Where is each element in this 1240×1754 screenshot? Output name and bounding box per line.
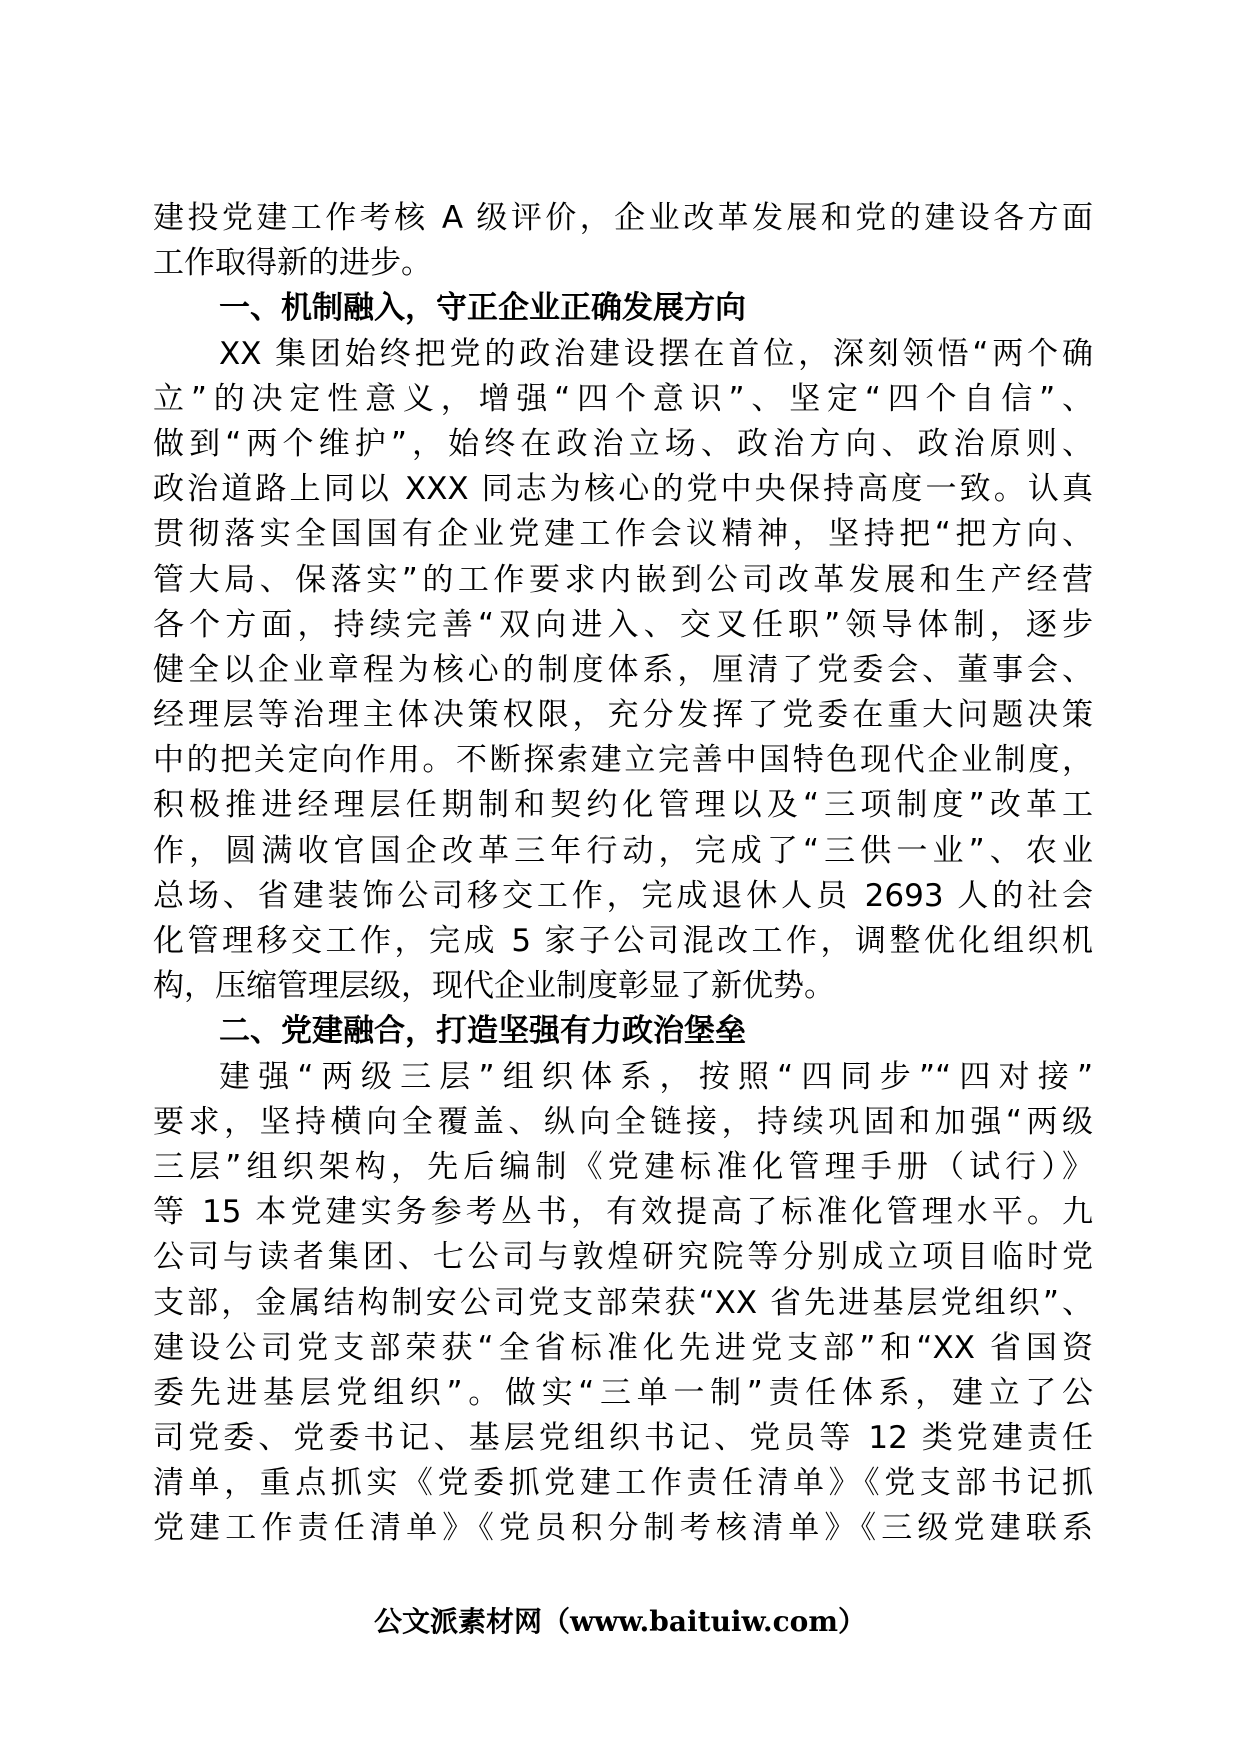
paragraph-first-line: 建强“两级三层”组织体系，按照“四同步”“四对接”: [219, 1058, 1093, 1095]
text-line: 管大局、保落实”的工作要求内嵌到公司改革发展和生产经营: [153, 561, 1093, 598]
text-line: 委先进基层党组织”。做实“三单一制”责任体系，建立了公: [153, 1374, 1093, 1411]
text-line: 各个方面，持续完善“双向进入、交叉任职”领导体制，逐步: [153, 606, 1093, 643]
text-line: 清单，重点抓实《党委抓党建工作责任清单》《党支部书记抓: [153, 1465, 1093, 1502]
text-line: 经理层等治理主体决策权限，充分发挥了党委在重大问题决策: [153, 697, 1093, 734]
text-line: 支部，金属结构制安公司党支部荣获“XX 省先进基层党组织”、: [153, 1284, 1093, 1321]
text-line: 工作取得新的进步。: [153, 245, 432, 282]
text-line: 健全以企业章程为核心的制度体系，厘清了党委会、董事会、: [153, 651, 1093, 688]
text-line: 中的把关定向作用。不断探索建立完善中国特色现代企业制度，: [153, 742, 1093, 779]
section-heading: 一、机制融入，守正企业正确发展方向: [219, 290, 746, 327]
text-line: 三层”组织架构，先后编制《党建标准化管理手册（试行）》: [153, 1148, 1093, 1185]
paragraph-first-line: XX 集团始终把党的政治建设摆在首位，深刻领悟“两个确: [219, 335, 1093, 372]
text-line: 要求，坚持横向全覆盖、纵向全链接，持续巩固和加强“两级: [153, 1103, 1093, 1140]
document-body: [153, 196, 1093, 1552]
text-line: 作，圆满收官国企改革三年行动，完成了“三供一业”、农业: [153, 832, 1093, 869]
text-line: 司党委、党委书记、基层党组织书记、党员等 12 类党建责任: [153, 1420, 1093, 1457]
text-line: 公司与读者集团、七公司与敦煌研究院等分别成立项目临时党: [153, 1239, 1093, 1276]
text-line: 立”的决定性意义，增强“四个意识”、坚定“四个自信”、: [153, 380, 1093, 417]
text-line: 建投党建工作考核 A 级评价，企业改革发展和党的建设各方面: [153, 200, 1093, 236]
text-line: 构，压缩管理层级，现代企业制度彰显了新优势。: [153, 968, 835, 1005]
page-footer: 公文派素材网（www.baituiw.com）: [374, 1605, 866, 1638]
section-heading: 二、党建融合，打造坚强有力政治堡垒: [219, 1013, 746, 1050]
text-line: 等 15 本党建实务参考丛书，有效提高了标准化管理水平。九: [153, 1194, 1093, 1231]
text-line: 做到“两个维护”，始终在政治立场、政治方向、政治原则、: [153, 425, 1093, 462]
text-line: 建设公司党支部荣获“全省标准化先进党支部”和“XX 省国资: [153, 1329, 1093, 1366]
text-line: 贯彻落实全国国有企业党建工作会议精神，坚持把“把方向、: [153, 516, 1093, 553]
text-line: 积极推进经理层任期制和契约化管理以及“三项制度”改革工: [153, 787, 1093, 824]
text-line: 总场、省建装饰公司移交工作，完成退休人员 2693 人的社会: [153, 877, 1093, 914]
text-line: 党建工作责任清单》《党员积分制考核清单》《三级党建联系: [153, 1510, 1093, 1547]
text-line: 化管理移交工作，完成 5 家子公司混改工作，调整优化组织机: [153, 923, 1093, 959]
text-line: 政治道路上同以 XXX 同志为核心的党中央保持高度一致。认真: [153, 471, 1093, 508]
